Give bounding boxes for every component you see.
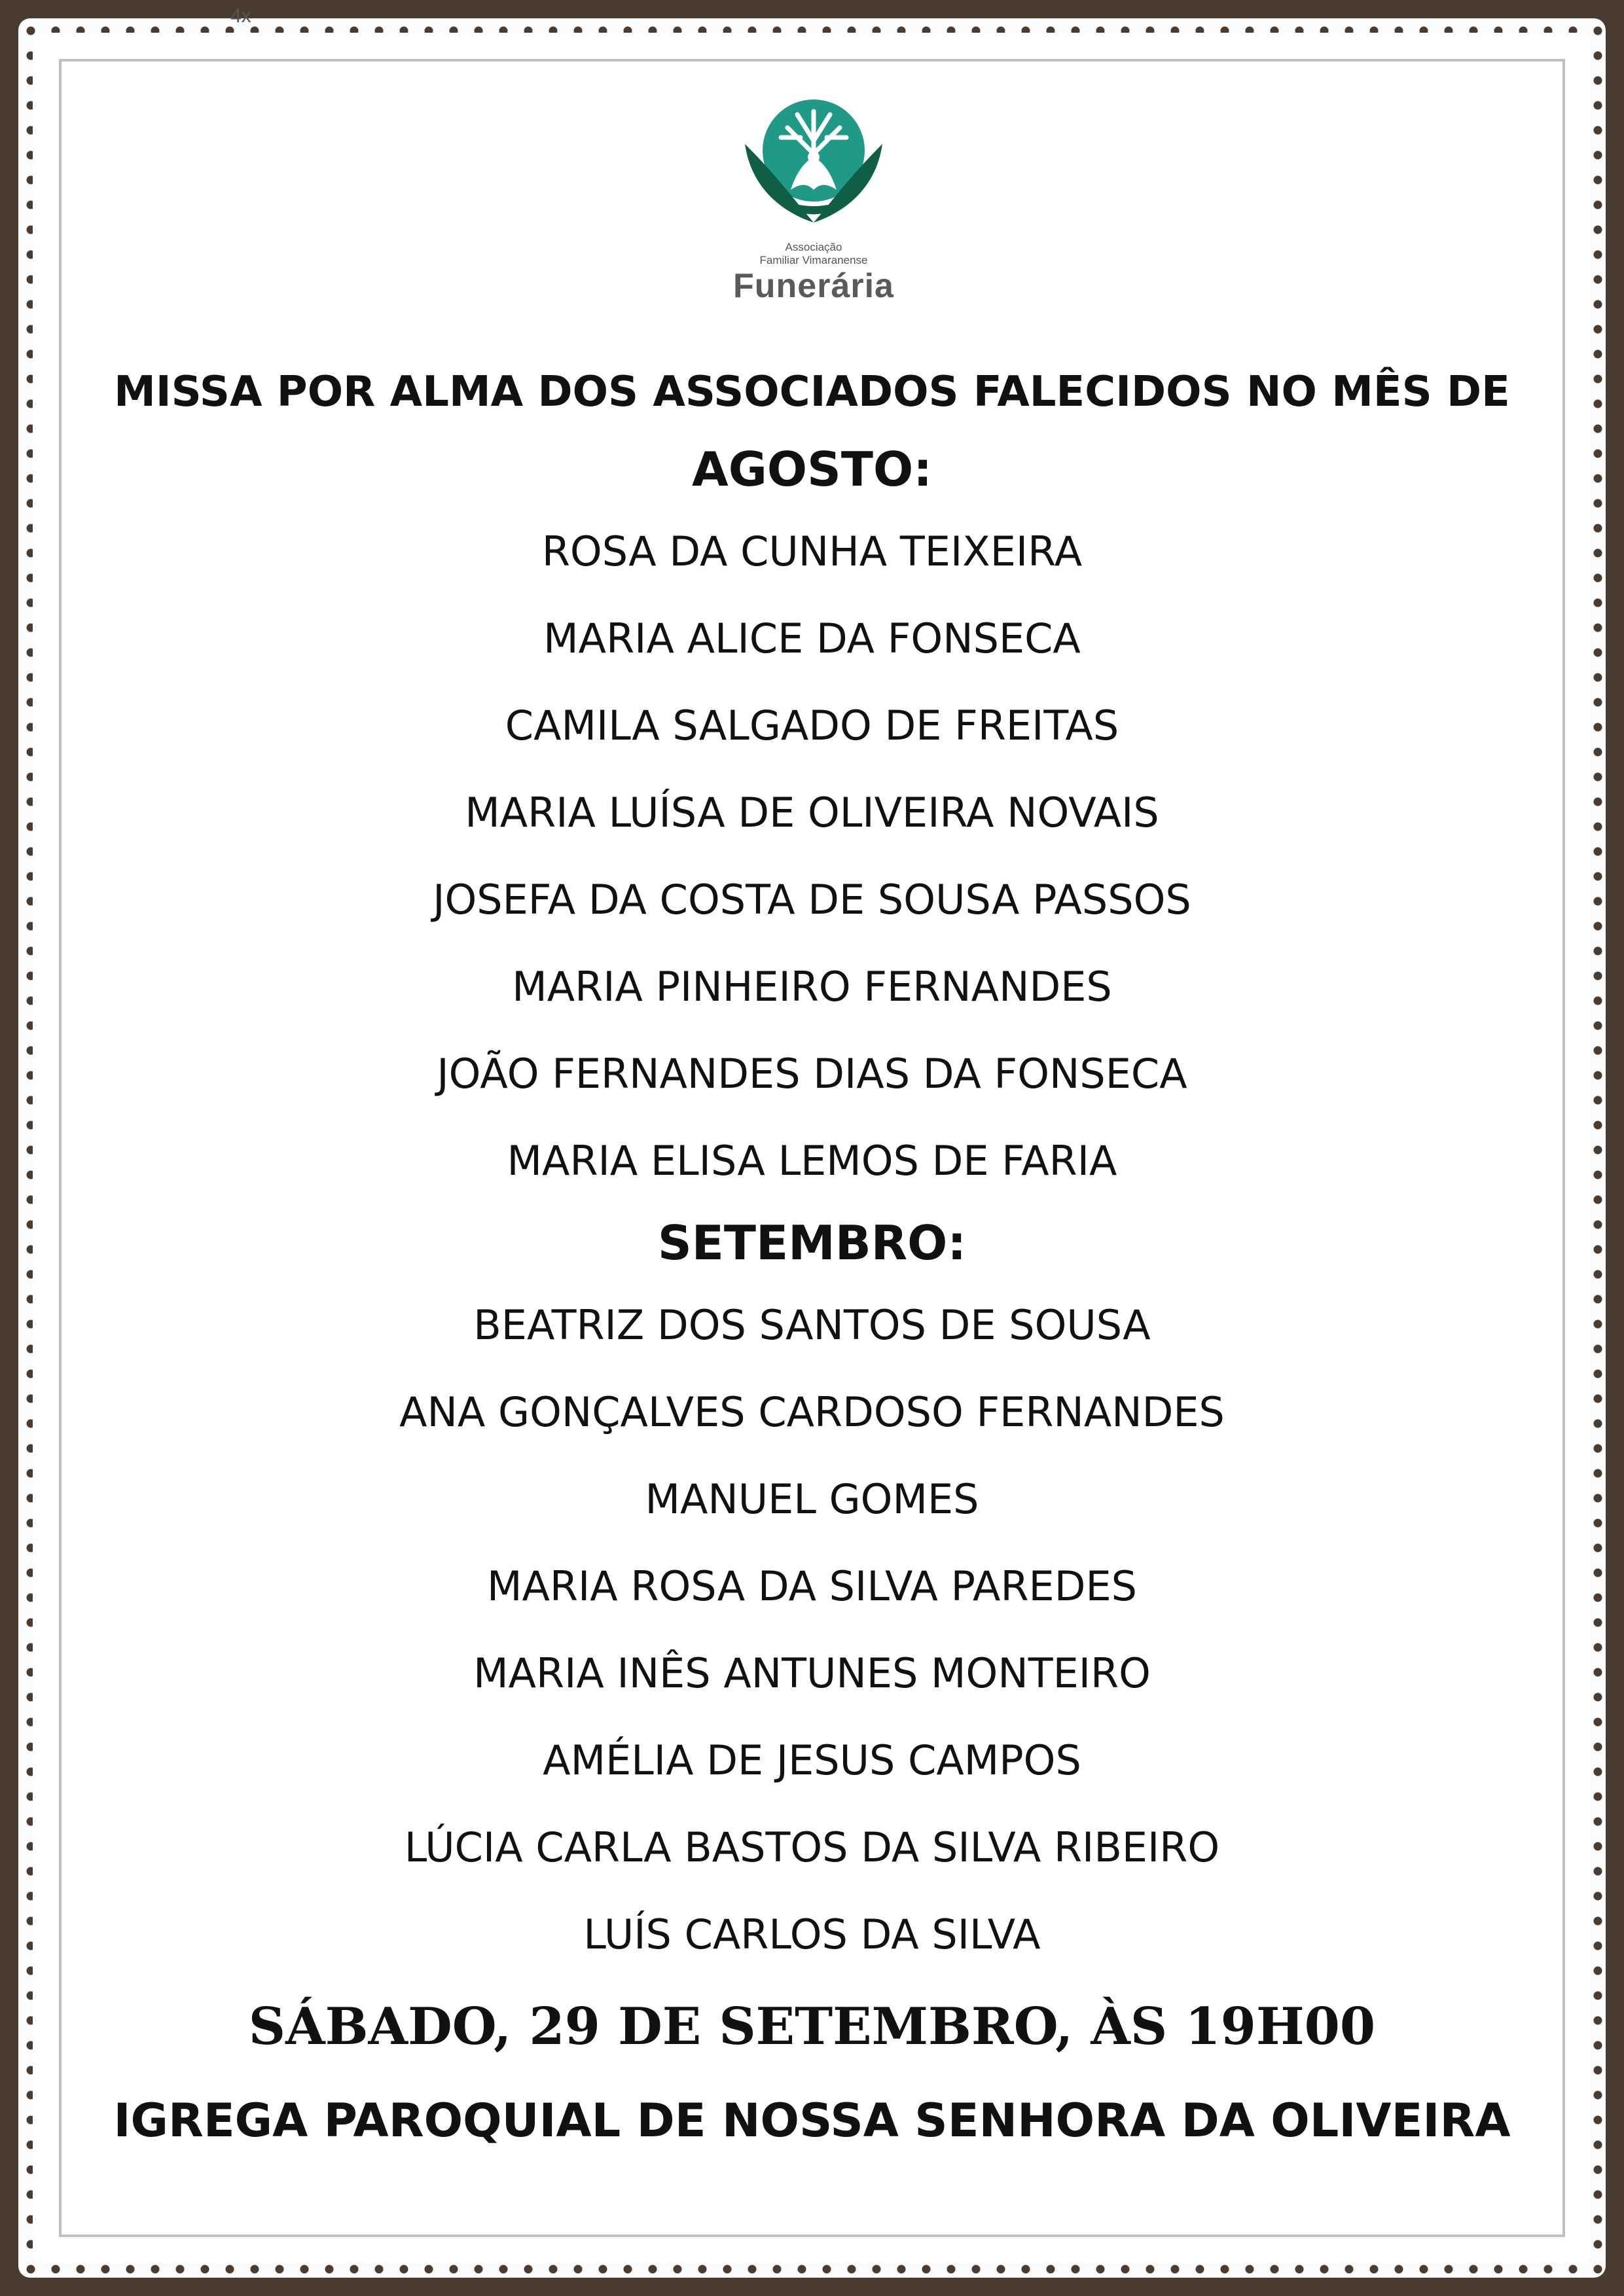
mass-date-time: SÁBADO, 29 DE SETEMBRO, ÀS 19H00 [248,1997,1376,2056]
list-item: BEATRIZ DOS SANTOS DE SOUSA [473,1301,1151,1349]
list-item: AMÉLIA DE JESUS CAMPOS [543,1736,1081,1784]
funeraria-logo [719,92,909,305]
page-title: MISSA POR ALMA DOS ASSOCIADOS FALECIDOS NO MÊS DE [114,368,1510,416]
logo-text-familiar: Familiar Vimaranense [759,254,868,266]
list-item: MARIA ROSA DA SILVA PAREDES [487,1562,1137,1610]
list-item: ROSA DA CUNHA TEIXEIRA [541,528,1083,575]
list-item: MARIA ELISA LEMOS DE FARIA [507,1137,1117,1185]
dove-tree-logo-icon [738,92,889,229]
announcement-body [105,353,1519,2166]
list-item: MANUEL GOMES [645,1475,979,1523]
list-item: MARIA ALICE DA FONSECA [543,615,1081,662]
list-item: LÚCIA CARLA BASTOS DA SILVA RIBEIRO [404,1823,1220,1871]
mass-location: IGREGA PAROQUIAL DE NOSSA SENHORA DA OLIVEIRA [113,2094,1511,2147]
page-marker: 4x [230,5,251,27]
august-heading: AGOSTO: [692,442,932,497]
list-item: JOÃO FERNANDES DIAS DA FONSECA [437,1050,1187,1098]
list-item: MARIA LUÍSA DE OLIVEIRA NOVAIS [465,789,1159,836]
list-item: LUÍS CARLOS DA SILVA [583,1910,1041,1958]
september-names-list [105,1282,1519,1978]
list-item: JOSEFA DA COSTA DE SOUSA PASSOS [433,876,1191,924]
august-names-list [105,508,1519,1204]
september-heading: SETEMBRO: [657,1215,967,1270]
list-item: CAMILA SALGADO DE FREITAS [505,702,1119,749]
list-item: MARIA PINHEIRO FERNANDES [512,963,1112,1011]
list-item: MARIA INÊS ANTUNES MONTEIRO [473,1649,1151,1697]
list-item: ANA GONÇALVES CARDOSO FERNANDES [399,1388,1225,1436]
logo-text-funeraria: Funerária [733,267,894,305]
logo-text-associacao: Associação [785,241,842,253]
